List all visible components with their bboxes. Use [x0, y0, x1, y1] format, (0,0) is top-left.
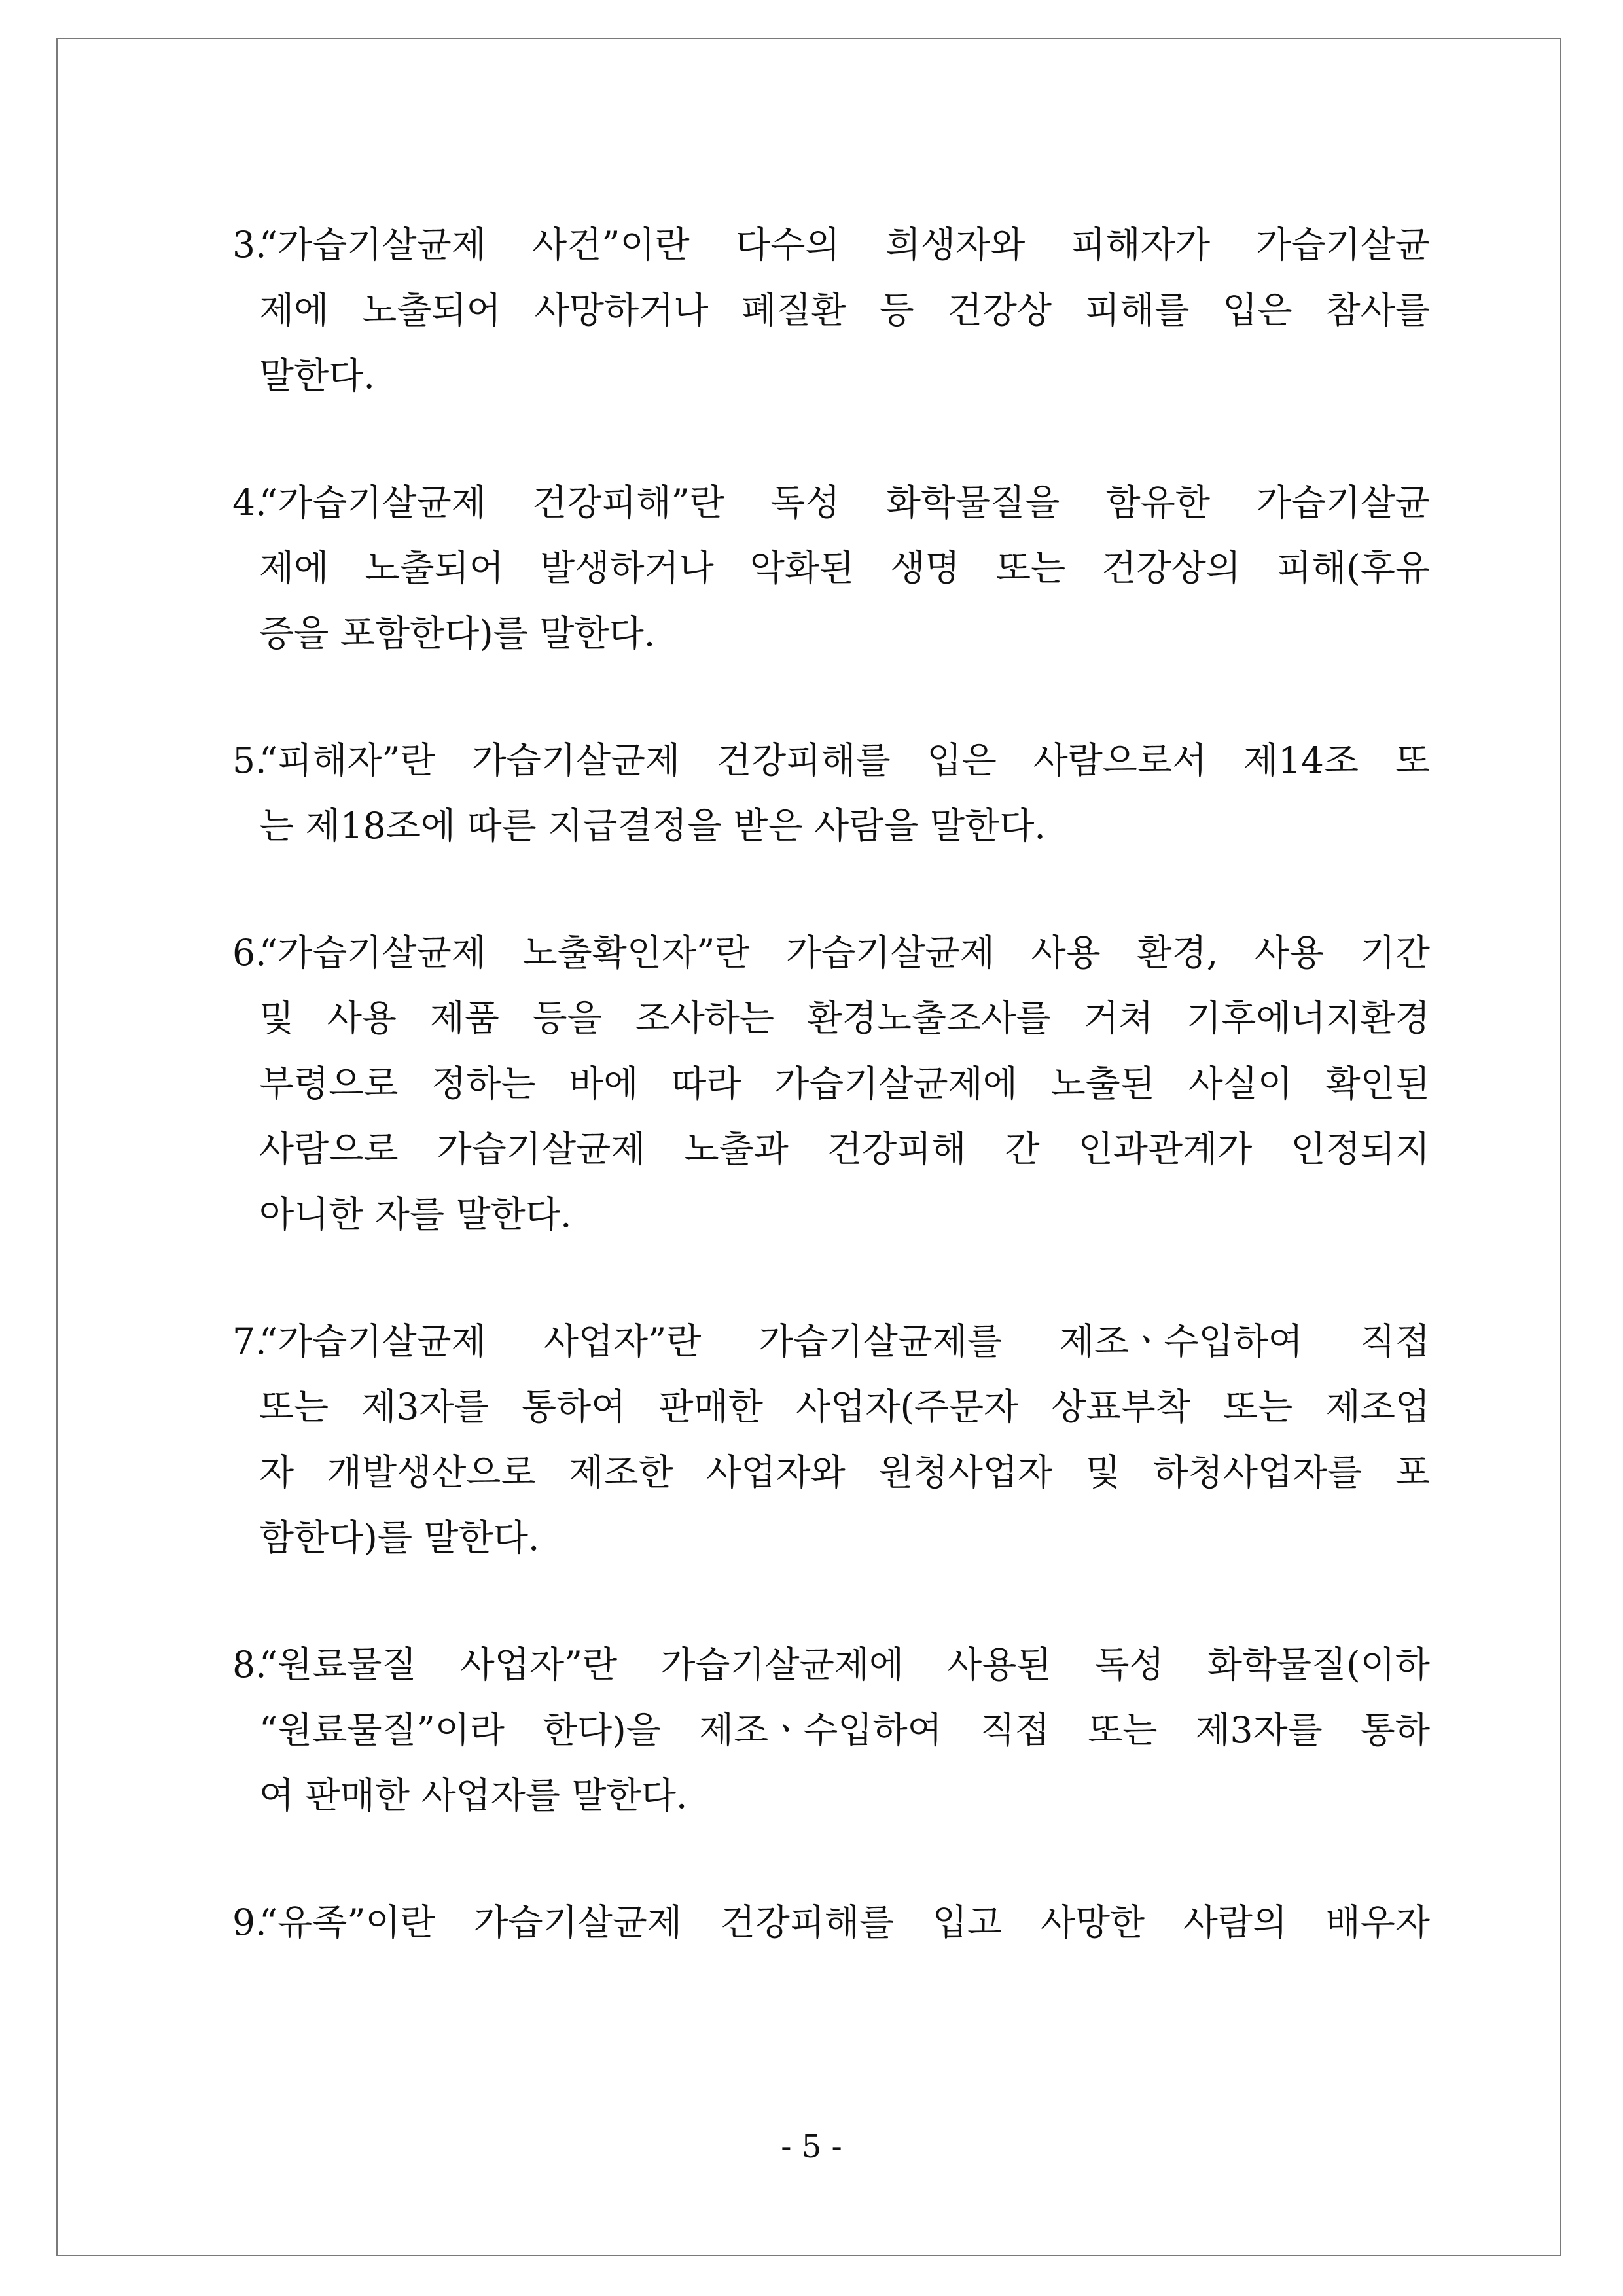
definition-item — [232, 1632, 1430, 1828]
text-line: “가습기살균제 사건”이란 다수의 희생자와 피해자가 가습기살균 — [259, 224, 1430, 266]
text-line: 는 제18조에 따른 지급결정을 받은 사람을 말한다. — [259, 805, 1046, 847]
item-number: 4. — [232, 482, 267, 523]
item-number: 5. — [232, 739, 267, 781]
text-line: 및 사용 제품 등을 조사하는 환경노출조사를 거쳐 기후에너지환경 — [259, 997, 1430, 1039]
text-line: “피해자”란 가습기살균제 건강피해를 입은 사람으로서 제14조 또 — [259, 739, 1430, 781]
text-line: 증을 포함한다)를 말한다. — [259, 612, 656, 654]
text-line: 또는 제3자를 통하여 판매한 사업자(주문자 상표부착 또는 제조업 — [259, 1386, 1430, 1428]
text-line: “유족”이란 가습기살균제 건강피해를 입고 사망한 사람의 배우자 — [259, 1901, 1430, 1943]
definition-item — [232, 212, 1430, 408]
text-line: “가습기살균제 노출확인자”란 가습기살균제 사용 환경, 사용 기간 — [259, 932, 1430, 974]
definition-item — [232, 728, 1430, 858]
text-line: 아니한 자를 말한다. — [259, 1193, 572, 1235]
definition-item — [232, 1309, 1430, 1570]
text-line: 여 판매한 사업자를 말한다. — [259, 1775, 688, 1816]
text-line: “원료물질”이라 한다)을 제조ㆍ수입하여 직접 또는 제3자를 통하 — [259, 1709, 1430, 1751]
text-line: 자 개발생산으로 제조한 사업자와 원청사업자 및 하청사업자를 포 — [259, 1451, 1430, 1493]
text-line: 사람으로 가습기살균제 노출과 건강피해 간 인과관계가 인정되지 — [259, 1128, 1430, 1170]
text-line: 제에 노출되어 발생하거나 악화된 생명 또는 건강상의 피해(후유 — [259, 547, 1430, 589]
text-line: 부령으로 정하는 바에 따라 가습기살균제에 노출된 사실이 확인된 — [259, 1063, 1430, 1104]
item-number: 7. — [232, 1320, 267, 1362]
item-number: 3. — [232, 224, 267, 266]
definition-item — [232, 920, 1430, 1247]
text-line: 함한다)를 말한다. — [259, 1517, 540, 1559]
text-line: “가습기살균제 건강피해”란 독성 화학물질을 함유한 가습기살균 — [259, 482, 1430, 523]
item-number: 6. — [232, 932, 267, 974]
text-line: 말한다. — [259, 355, 375, 397]
item-number: 9. — [232, 1901, 267, 1943]
definition-item — [232, 470, 1430, 666]
text-line: 제에 노출되어 사망하거나 폐질환 등 건강상 피해를 입은 참사를 — [259, 289, 1430, 331]
item-number: 8. — [232, 1644, 267, 1686]
document-body — [232, 212, 1430, 1955]
definition-item — [232, 1890, 1430, 1955]
text-line: “원료물질 사업자”란 가습기살균제에 사용된 독성 화학물질(이하 — [259, 1644, 1430, 1686]
text-line: “가습기살균제 사업자”란 가습기살균제를 제조ㆍ수입하여 직접 — [259, 1320, 1430, 1362]
page-number: - 5 - — [781, 2128, 842, 2165]
